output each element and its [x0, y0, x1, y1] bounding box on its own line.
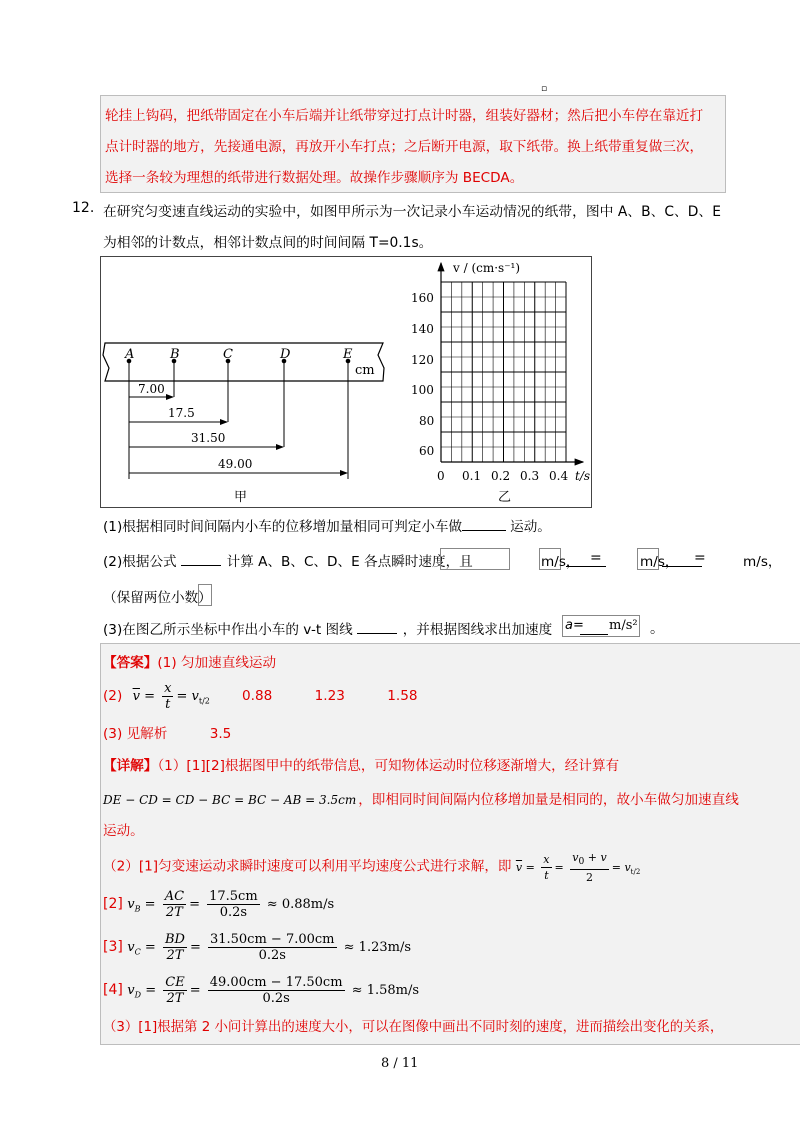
tape-point-d [279, 347, 291, 447]
answer-val: 3.5 [209, 726, 232, 742]
formula-body: $v_D$ = $\frac{CE}{2T}$ = $\frac{49.00cm - 17.50cm}{0.2s}$ ≈ 1.58m/s [127, 975, 420, 1006]
y-tick: 60 [419, 444, 435, 458]
detail-equation: DE − CD = CD − BC = BC − AB = 3.5cm [103, 793, 357, 807]
detail-line-1 [103, 754, 619, 774]
formula-blank[interactable] [181, 565, 221, 566]
answer-val: 1.58 [387, 688, 418, 704]
detail-text: （1）[1][2]根据图甲中的纸带信息，可知物体运动时位移逐渐增大，经计算有 [157, 758, 620, 774]
frac-den: 0.2s [219, 905, 248, 920]
unit-ms: m/s， [743, 554, 782, 570]
point-label: E [343, 347, 353, 362]
answer-val: 0.88 [242, 688, 273, 704]
answer-text: (1) 匀加速直线运动 [157, 655, 277, 671]
tape-point-e [342, 347, 353, 479]
formula-body: $v_C$ = $\frac{BD}{2T}$ = $\frac{31.50cm - 7.00cm}{0.2s}$ ≈ 1.23m/s [127, 932, 412, 963]
x-axis-label: t/s [575, 469, 591, 483]
y-tick: 120 [411, 353, 434, 367]
answer-box [100, 643, 800, 1045]
question-text: 为相邻的计数点，相邻计数点间的时间间隔 T=0.1s。 [103, 235, 433, 251]
frac-den: 2T [165, 905, 183, 920]
figure-caption-jia: 甲 [234, 490, 248, 505]
equals-sign: = [590, 550, 602, 566]
y-tick: 100 [411, 383, 434, 397]
point-label: B [170, 347, 180, 362]
x-tick: 0.2 [491, 469, 511, 483]
answer-3-label: (3) 见解析 [103, 726, 168, 742]
unit-ms: m/s， [640, 554, 679, 570]
tape-point-c [223, 347, 233, 422]
formula-vb [103, 889, 334, 920]
detail-line-3: 运动。 [103, 823, 144, 839]
tape-point-a [124, 347, 134, 479]
y-tick: 80 [419, 414, 435, 428]
x-tick: 0.3 [520, 469, 540, 483]
accel-label: a= [565, 618, 584, 633]
answer-bracket: 【答案】 [103, 655, 158, 671]
avg-velocity-formula: $\overline{v}$ = $\frac{x}{t}$ = $v_{t/2}$ [132, 681, 210, 712]
question-text: 在研究匀变速直线运动的实验中，如图甲所示为一次记录小车运动情况的纸带，图中 A、B、C、D、E [103, 204, 721, 220]
formula-result: ≈ 1.58m/s [351, 983, 420, 998]
part3-text: (3)在图乙所示坐标中作出小车的 v-t 图线 [103, 622, 353, 638]
frac-den: 2T [166, 991, 184, 1006]
part1-blank[interactable] [462, 530, 506, 531]
detail-bracket: 【详解】 [103, 758, 158, 774]
avg-velocity-derivation: $\overline{v}$ = $\frac{x}{t}$ = $\frac{v_0 + v}{2}$ = $v_{t/2}$ [515, 851, 641, 885]
frac-num: 17.5cm [209, 889, 258, 904]
formula-vd [103, 975, 419, 1006]
formula-vc [103, 932, 411, 963]
part2-text-b: 计算 A、B、C、D、E 各点瞬时速度，且 [226, 554, 473, 570]
part3-end: 。 [650, 621, 664, 637]
vd-blank[interactable] [662, 566, 702, 567]
vt-graph-blank[interactable] [357, 633, 397, 634]
part1-text-end: 运动。 [510, 519, 551, 535]
y-tick: 160 [411, 291, 434, 305]
vb-answer-box[interactable] [440, 548, 510, 570]
note-box [198, 584, 212, 606]
formula-label: [2] [103, 896, 123, 912]
dim-label: 49.00 [218, 457, 253, 471]
frac-num: BD [164, 932, 185, 947]
frac-num: 31.50cm − 7.00cm [209, 932, 335, 947]
point-label: C [223, 347, 233, 362]
formula-result: ≈ 0.88m/s [266, 897, 335, 912]
accel-blank[interactable] [580, 634, 608, 635]
prev-answer-line: 选择一条较为理想的纸带进行数据处理。故操作步骤顺序为 BECDA。 [105, 170, 524, 186]
prev-answer-box [100, 95, 726, 193]
frac-den: 0.2s [258, 948, 286, 963]
frac-den: 2T [166, 948, 184, 963]
dim-label: 17.5 [168, 406, 195, 420]
answer-line-3 [103, 722, 231, 742]
top-marker: ▫ [541, 84, 548, 94]
dim-label: 7.00 [138, 382, 165, 396]
tape-unit-label: cm [355, 363, 375, 378]
page-number: 8 / 11 [381, 1056, 419, 1071]
frac-den: 0.2s [262, 991, 290, 1006]
figure-box [100, 256, 592, 508]
q12-part3 [103, 618, 552, 638]
prev-answer-line: 点计时器的地方，先接通电源，再放开小车打点；之后断开电源，取下纸带。换上纸带重复做三次， [105, 139, 704, 155]
formula-body: $v_B$ = $\frac{AC}{2T}$ = $\frac{17.5cm}{0.2s}$ ≈ 0.88m/s [127, 889, 335, 920]
grid-lines [441, 282, 566, 462]
x-tick: 0.4 [549, 469, 569, 483]
point-label: A [125, 347, 135, 362]
detail-text: （2）[1]匀变速运动求瞬时速度可以利用平均速度公式进行求解，即 [103, 858, 512, 875]
part2-note: （保留两位小数） [103, 590, 212, 606]
accel-unit: m/s² [609, 618, 638, 633]
unit-ms: m/s， [541, 554, 580, 570]
frac-num: CE [165, 975, 185, 990]
part1-text: (1)根据相同时间间隔内小车的位移增加量相同可判定小车做 [103, 519, 463, 535]
x-tick: 0 [437, 469, 445, 483]
tape-figure [103, 343, 384, 505]
formula-result: ≈ 1.23m/s [343, 940, 412, 955]
part3-text-b: ，并根据图线求出加速度 [402, 622, 553, 638]
dim-label: 31.50 [191, 431, 226, 445]
figure-svg [101, 257, 591, 507]
q12-part2 [103, 550, 473, 570]
vc-blank[interactable] [566, 566, 606, 567]
detail-line-4 [103, 850, 640, 885]
frac-num: 49.00cm − 17.50cm [209, 975, 343, 990]
tape-point-b [169, 347, 180, 397]
part2-text: (2)根据公式 [103, 554, 177, 570]
formula-label: [4] [103, 982, 123, 998]
q12-part1 [103, 515, 551, 535]
detail-line-2 [103, 788, 739, 808]
question-number: 12. [72, 200, 95, 216]
equals-sign: = [694, 550, 706, 566]
y-tick: 140 [411, 322, 434, 336]
detail-text: ，即相同时间间隔内位移增加量是相同的，故小车做匀加速直线 [358, 792, 739, 808]
answer-line-2 [103, 681, 418, 712]
point-label: D [280, 347, 291, 362]
prev-answer-line: 轮挂上钩码，把纸带固定在小车后端并让纸带穿过打点计时器，组装好器材；然后把小车停在靠近打 [105, 108, 704, 124]
vt-grid-figure [411, 261, 590, 505]
detail-last-line: （3）[1]根据第 2 小问计算出的速度大小，可以在图像中画出不同时刻的速度，进而描绘出变化的关系， [103, 1020, 724, 1035]
figure-caption-yi: 乙 [498, 490, 512, 505]
answer-2-label: (2) [103, 688, 123, 704]
y-axis-label: v / (cm·s⁻¹) [453, 261, 521, 275]
frac-num: AC [164, 889, 185, 904]
formula-label: [3] [103, 939, 123, 955]
x-tick: 0.1 [462, 469, 482, 483]
answer-heading [103, 651, 276, 671]
answer-val: 1.23 [314, 688, 345, 704]
